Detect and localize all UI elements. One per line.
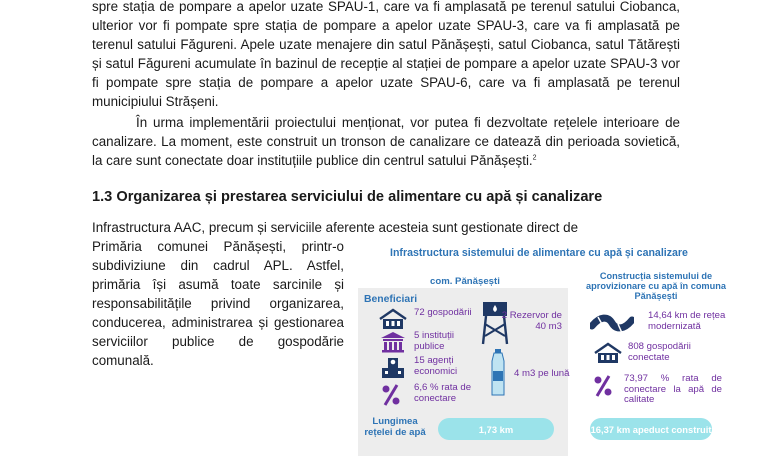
connection-rate: 6,6 % rata de conectare	[414, 382, 472, 404]
beneficiaries-label: Beneficiari	[364, 294, 418, 305]
houses-icon	[592, 342, 624, 364]
quality-connection-rate: 73,97 % rata de conectare la apă de calitate	[624, 373, 722, 405]
infographic	[358, 238, 768, 456]
pipeline-icon	[590, 312, 634, 334]
water-bottle-icon	[490, 349, 506, 397]
reservoir-capacity: 2 Rezervor de 40 m3	[501, 310, 562, 332]
percent-icon	[380, 383, 402, 407]
network-length-value: 1,73 km	[438, 418, 554, 440]
houses-icon	[378, 308, 408, 330]
paragraph-interior-networks	[92, 113, 680, 170]
public-institutions: 5 instituții publice	[414, 330, 454, 352]
economic-agents: 15 agenți economici	[414, 355, 458, 377]
monthly-volume: 4 m3 pe lună	[514, 368, 570, 379]
paragraph-text: Infrastructura AAC, precum și serviciile aferente acesteia sunt gestionate direct de	[92, 220, 579, 235]
business-icon	[380, 356, 406, 380]
paragraph-aac-management: Primăria comunei Pănășești, printr-o subdiviziune din cadrul APL. Astfel, primăria își asumă toate sarcinile și responsabilitățile privind organizarea, conducerea, administrarea și gestionarea serviciilor publice de gospodărie comunală.	[92, 239, 344, 368]
percent-icon	[592, 374, 614, 398]
network-length-label: Lungimea rețelei de apă	[364, 416, 426, 438]
construction-heading: Construcția sistemului de aprovizionare cu apă în comuna Pănășești	[586, 271, 726, 301]
institution-icon	[380, 331, 406, 353]
paragraph-text: În urma implementării proiectului menționat, vor putea fi dezvoltate rețelele interioare de canalizare. La moment, este construit un tronson de canalizare ce datează din perioada sovietică, la care sunt conectate doar instituțiile publice din centrul satului Pănășești.	[92, 115, 680, 168]
section-heading: 1.3 Organizarea și prestarea serviciului de alimentare cu apă și canalizare	[92, 189, 603, 205]
paragraph-aac-first-line	[92, 218, 680, 237]
infographic-title: Infrastructura sistemului de alimentare cu apă și canalizare	[390, 247, 688, 259]
paragraph-sewage-pumping: spre stația de pompare a apelor uzate SPAU-1, care va fi amplasată pe terenul satului Ciobanca, ulterior vor fi pompate spre stația de pompare a apelor uzate SPAU-3, care va fi amplasată pe terenul satului Făgureni. Apele uzate menajere din satul Pănășești, satul Ciobanca, satul Tătărești și satul Făgureni acumulate în bazinul de recepție al stației de pompare a apelor uzate SPAU-3 vor fi pompate spre stația de pompare a apelor uzate SPAU-6, care va fi amplasată pe terenul municipiului Strășeni.	[92, 0, 680, 109]
households-count: 72 gospodării	[414, 307, 472, 318]
connected-households: 808 gospodării conectate	[628, 341, 691, 363]
modernized-network: 14,64 km de rețea modernizată	[648, 310, 726, 332]
footnote-ref: 2	[532, 154, 537, 162]
aqueduct-built: 16,37 km apeduct construit	[590, 418, 712, 440]
commune-heading: com. Pănășești	[430, 276, 500, 287]
